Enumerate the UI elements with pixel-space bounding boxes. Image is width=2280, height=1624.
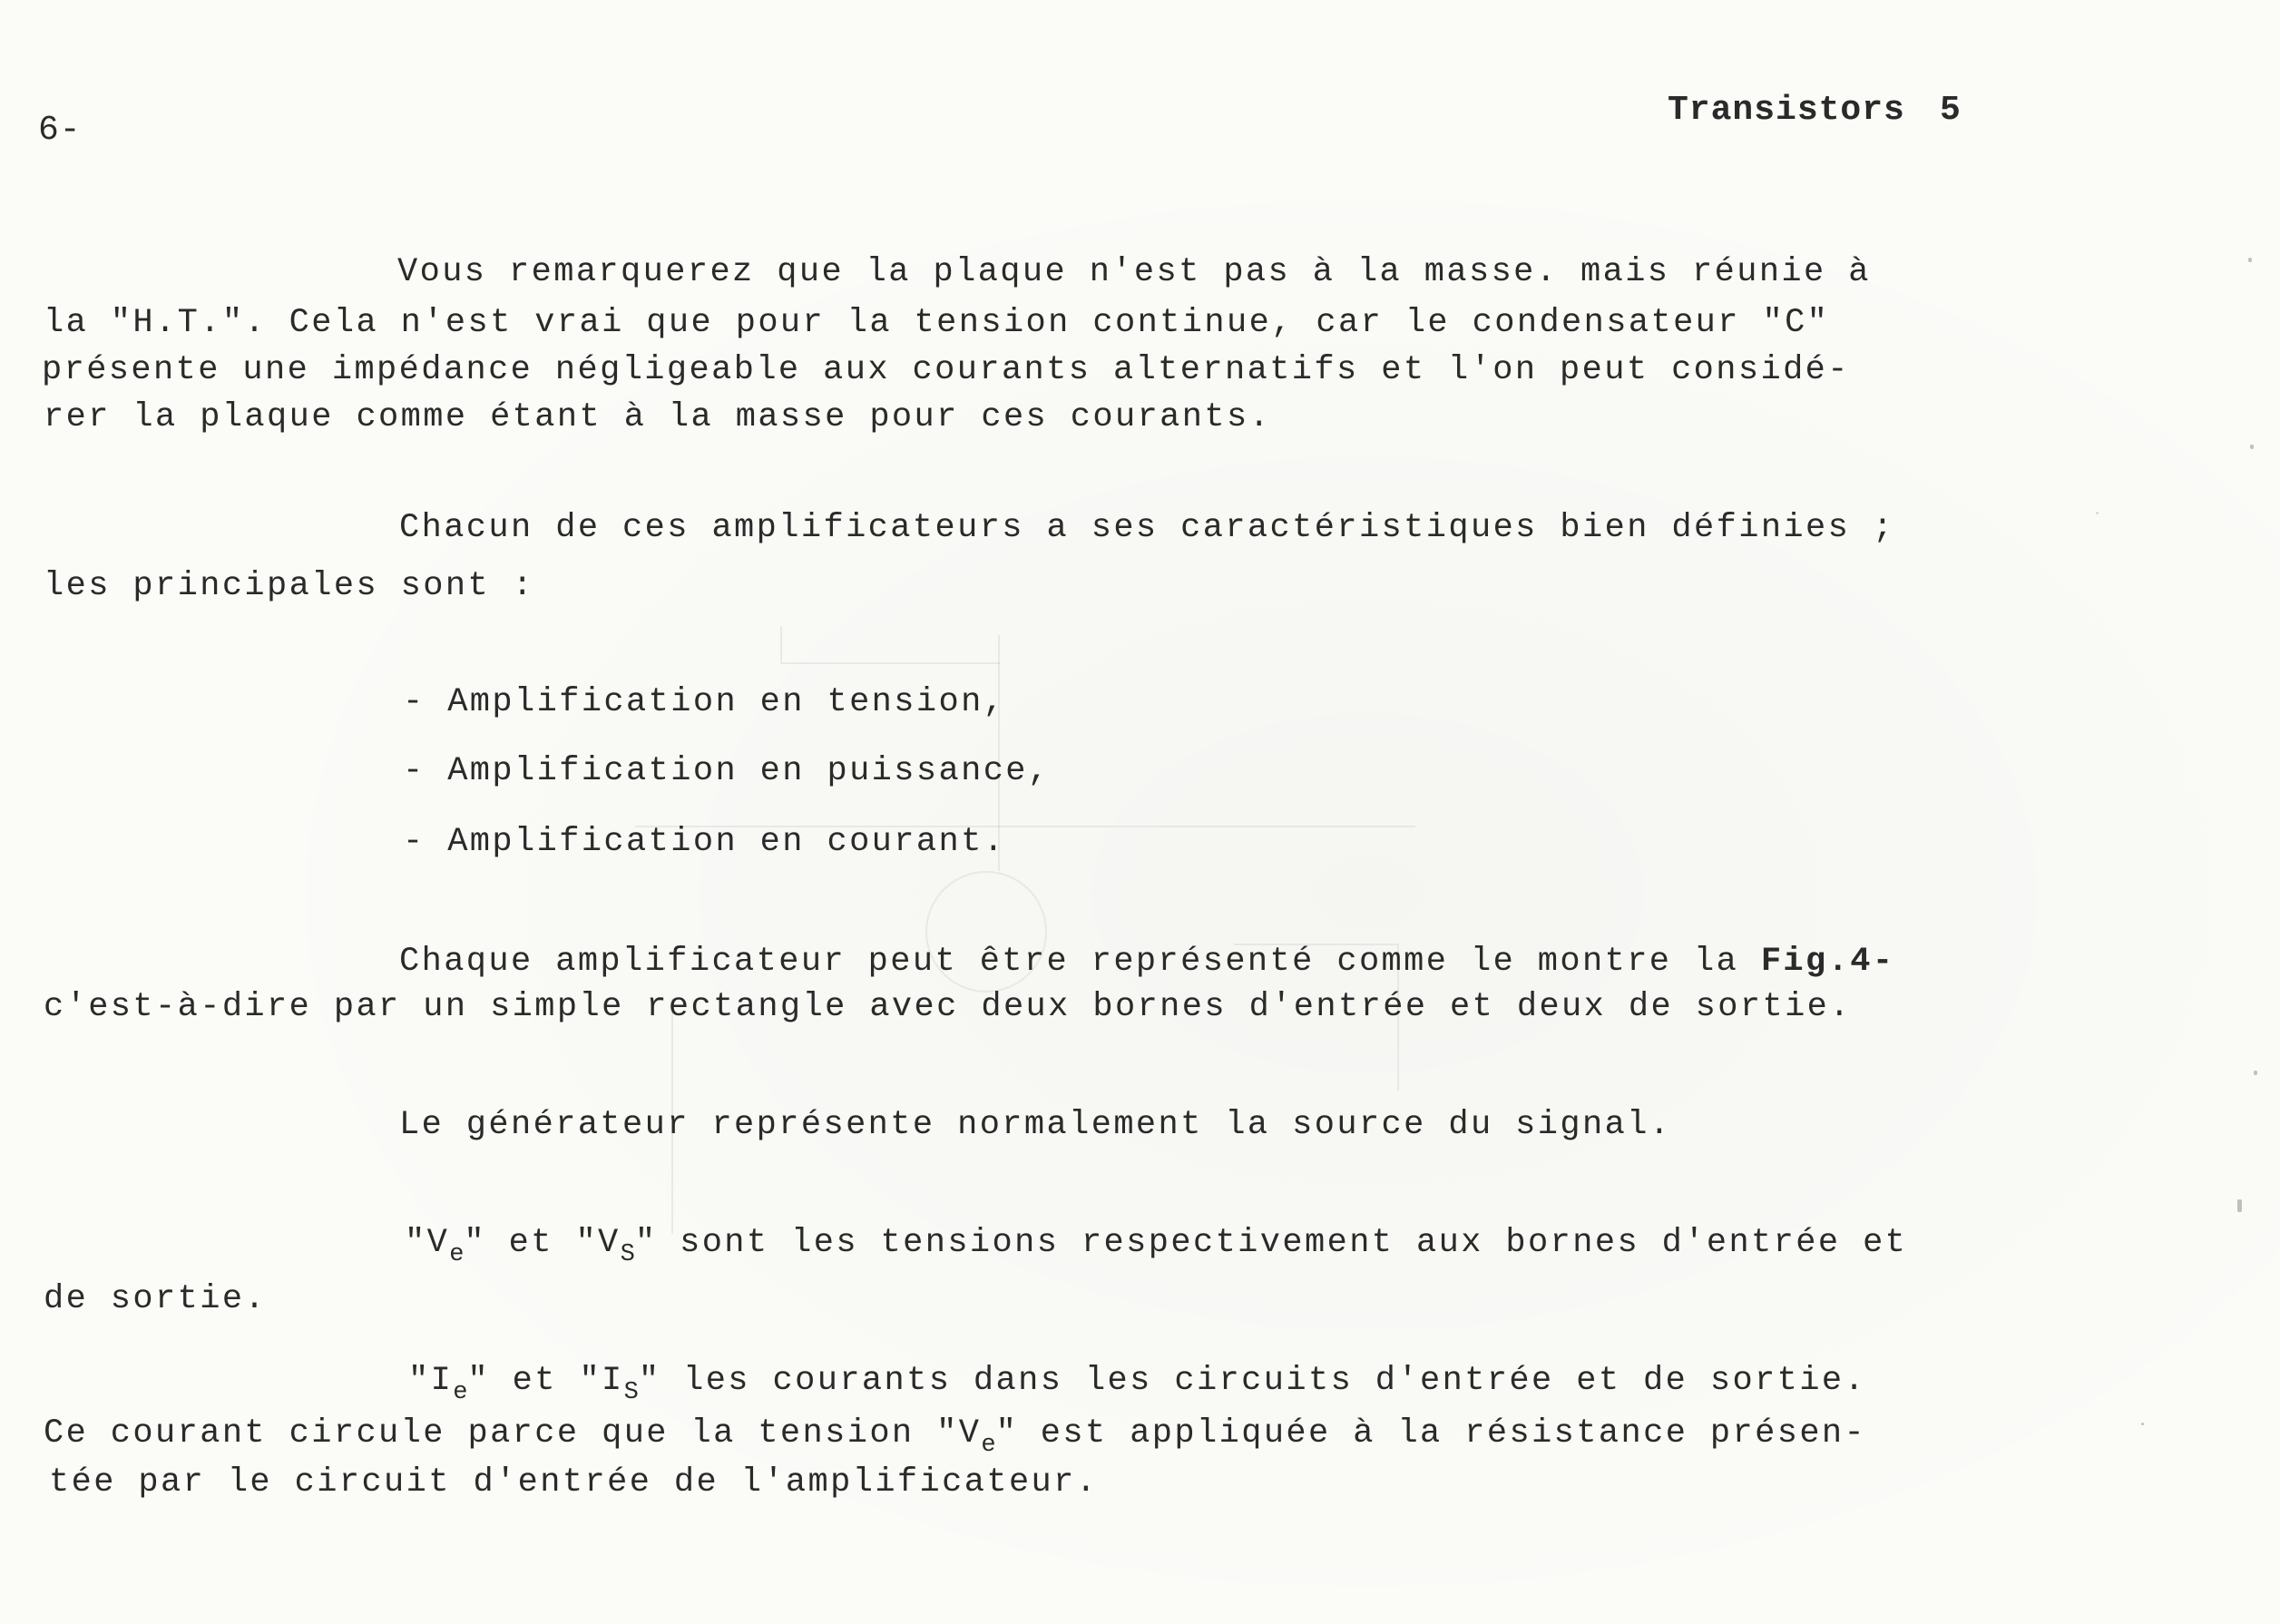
paragraph-2-line-1: Chacun de ces amplificateurs a ses caractéristiques bien définies ; [399, 509, 1895, 547]
subscript-s: S [620, 1241, 635, 1268]
paper-speck [2248, 258, 2252, 262]
bleed-through-trace [780, 626, 1000, 664]
quote-close: " [995, 1414, 1019, 1453]
subscript-e: e [981, 1432, 996, 1459]
quote-close: " [467, 1362, 491, 1400]
paper-speck [2096, 512, 2099, 514]
paragraph-6-line-1 [408, 1362, 1867, 1406]
paper-speck [2250, 445, 2254, 449]
quote-close: " [634, 1224, 658, 1262]
subscript-e: e [453, 1379, 468, 1406]
paper-speck [2141, 1423, 2144, 1425]
figure-reference: Fig.4- [1760, 943, 1895, 981]
quote-ie-open: "I [408, 1362, 454, 1400]
paper-speck [2237, 1199, 2242, 1212]
quote-close: " [638, 1362, 661, 1400]
list-item: - Amplification en tension, [403, 683, 1006, 721]
paragraph-5-text: sont les tensions respectivement aux bornes d'entrée et [657, 1224, 1908, 1262]
quote-close: " [464, 1224, 487, 1262]
paragraph-1-line-1: Vous remarquerez que la plaque n'est pas à la masse. mais réunie à [397, 253, 1871, 291]
paragraph-1-line-2: la "H.T.". Cela n'est vrai que pour la tension continue, car le condensateur "C" [44, 304, 1830, 342]
list-item: - Amplification en courant. [403, 823, 1006, 861]
list-item: - Amplification en puissance, [403, 752, 1051, 790]
subscript-e: e [449, 1241, 465, 1268]
paragraph-5-line-2: de sortie. [44, 1280, 268, 1318]
header-number: 5 [1940, 91, 1961, 130]
header-title: Transistors [1668, 91, 1905, 130]
paragraph-6-text: les courants dans les circuits d'entrée et de sortie. [661, 1362, 1867, 1400]
paragraph-3-line-2: c'est-à-dire par un simple rectangle avec deux bornes d'entrée et deux de sortie. [44, 988, 1852, 1026]
paragraph-6-line-2 [44, 1414, 1867, 1459]
paragraph-6-text: Ce courant circule parce que la tension [44, 1414, 937, 1453]
paragraph-1-line-3: présente une impédance négligeable aux courants alternatifs et l'on peut considé- [42, 351, 1850, 389]
paragraph-3-text: Chaque amplificateur peut être représenté comme le montre la [399, 943, 1761, 981]
paragraph-3-line-1 [399, 945, 1894, 979]
conjunction: et [486, 1224, 576, 1262]
paper-speck [2254, 1071, 2257, 1075]
page-marker: 6- [38, 111, 82, 150]
quote-ve-open: "V [936, 1414, 982, 1453]
quote-vs-open: "V [575, 1224, 621, 1262]
quote-ve-open: "V [405, 1224, 450, 1262]
paragraph-6-line-3: tée par le circuit d'entrée de l'amplificateur. [49, 1463, 1099, 1502]
subscript-s: S [623, 1379, 639, 1406]
paragraph-5-line-1 [405, 1224, 1908, 1268]
paragraph-6-text: est appliquée à la résistance présen- [1018, 1414, 1867, 1453]
paragraph-4-line-1: Le générateur représente normalement la source du signal. [399, 1106, 1672, 1144]
paragraph-1-line-4: rer la plaque comme étant à la masse pour ces courants. [44, 398, 1272, 436]
quote-is-open: "I [579, 1362, 624, 1400]
paragraph-2-line-2: les principales sont : [44, 567, 535, 605]
conjunction: et [490, 1362, 580, 1400]
